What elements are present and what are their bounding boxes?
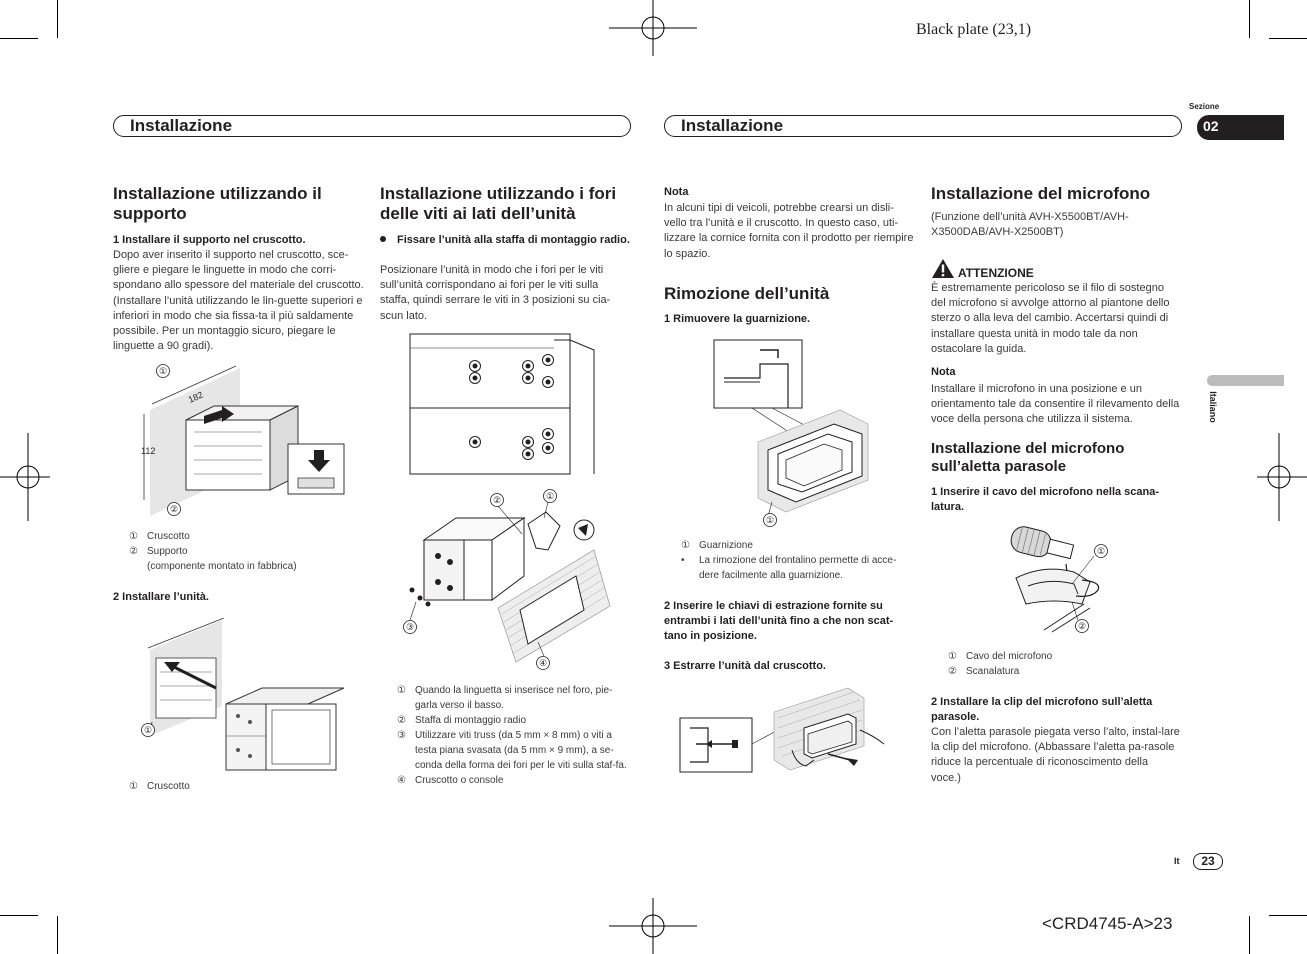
- col4-legend-item: ① Cavo del microfono: [948, 651, 1053, 662]
- col4-step1-title: 1 Inserire il cavo del microfono nella scana-latura.: [931, 486, 1160, 513]
- doc-id: <CRD4745-A>23: [1042, 914, 1173, 933]
- col4-subtitle: (Funzione dell’unità AVH-X5500BT/AVH-X3500DAB/AVH-X2500BT): [931, 211, 1129, 239]
- crop-mark-tr-h: [1269, 38, 1307, 39]
- section-header-left: Installazione: [113, 115, 631, 137]
- col2-legend-item: ④ Cruscotto o console: [397, 775, 504, 786]
- col3-title: Rimozione dell’unità: [664, 284, 830, 303]
- col3-note-title: Nota: [664, 186, 689, 198]
- fig3-callout-2: ②: [492, 495, 502, 505]
- col1-step1-title: 1 Installare il supporto nel cruscotto.: [113, 234, 306, 246]
- fig1-dim-width: 182: [186, 389, 205, 405]
- col4-step2-title: 2 Installare la clip del microfono sull’aletta parasole.: [931, 696, 1153, 723]
- crop-mark-tl-h: [0, 38, 38, 39]
- fig1-legend-item: ① Cruscotto: [129, 531, 190, 542]
- warning-header: [931, 258, 1034, 279]
- col2-bullet-title: Fissare l’unità alla staffa di montaggio radio.: [380, 233, 630, 248]
- fig6-callout-1: ①: [1096, 546, 1106, 556]
- fig6-callout-2: ②: [1077, 621, 1087, 631]
- registration-mark-bottom: [609, 898, 697, 954]
- fig1-legend-item: ② Supporto: [129, 546, 188, 557]
- figure-microphone: [1004, 524, 1116, 634]
- figure-extract-unit: [678, 684, 904, 776]
- col2-legend-item: ③ Utilizzare viti truss (da 5 mm × 8 mm) o viti a testa piana svasata (da 5 mm × 9 mm), a se-conda della forma dei fori per le viti sulla staf-fa.: [397, 730, 627, 771]
- col3-step1-title: 1 Rimuovere la guarnizione.: [664, 313, 811, 325]
- fig2-callout-1: ①: [143, 725, 153, 735]
- figure-support-install: [138, 362, 350, 520]
- language-tab: [1207, 375, 1284, 386]
- col3-legend: [681, 538, 913, 583]
- crop-mark-br-v: [1249, 916, 1250, 954]
- sezione-label: Sezione: [1189, 102, 1220, 111]
- fig1-callout-2: ②: [169, 504, 179, 514]
- fig1-legend-note: (componente montato in fabbrica): [147, 561, 297, 572]
- fig3-callout-1: ①: [545, 491, 555, 501]
- language-label: Italiano: [1208, 391, 1218, 423]
- fig4-callout-1: ①: [765, 515, 775, 525]
- crop-mark-tl-v: [57, 0, 58, 38]
- col4-step2-text: Con l’aletta parasole piegata verso l’alto, instal-lare la clip del microfono. (Abbassare l’aletta pa-rasole riduce la percentuale di riconoscimento della voce.): [931, 726, 1180, 784]
- warning-icon: [931, 258, 955, 279]
- col3-step2-title: 2 Inserire le chiavi di estrazione fornite su entrambi i lati dell’unità fino a che non scat-tano in posizione.: [664, 600, 894, 642]
- col2-legend-item: ② Staffa di montaggio radio: [397, 715, 527, 726]
- fig2-legend: [129, 779, 369, 794]
- col3-note-text: In alcuni tipi di veicoli, potrebbe crearsi un disli-vello tra l’unità e il cruscotto. In questo caso, uti-lizzare la cornice fornita con il prodotto per riempire lo spazio.: [664, 202, 914, 260]
- crop-mark-bl-v: [57, 916, 58, 954]
- fig1-legend: [129, 529, 369, 574]
- figure-unit-install: [138, 618, 348, 776]
- col1-step1-text: Dopo aver inserito il supporto nel cruscotto, sce-gliere e piegare le linguette in modo che corri-spondano allo spessore del materiale del cruscotto. (Installare l’unità utilizzando le lin-guette superiori e inferiori in modo che sia fissa-ta il più saldamente possibile. Per un montaggio sicuro, piegare le linguette a 90 gradi).: [113, 249, 364, 353]
- col4-title: Installazione del microfono: [931, 184, 1151, 203]
- col4-title2: Installazione del microfono sull’aletta parasole: [931, 440, 1125, 475]
- col3-legend-item: • La rimozione del frontalino permette di acce-dere facilmente alla guarnizione.: [681, 555, 897, 581]
- col4-legend: [948, 649, 1180, 679]
- bullet-dot: [380, 236, 386, 242]
- fig1-callout-1: ①: [158, 366, 168, 376]
- col4-note-title: Nota: [931, 366, 956, 378]
- col2-title: Installazione utilizzando i fori delle viti ai lati dell’unità: [380, 184, 617, 223]
- col3-step3-title: 3 Estrarre l’unità dal cruscotto.: [664, 660, 826, 672]
- registration-mark-top: [609, 0, 697, 56]
- col1-title: Installazione utilizzando il supporto: [113, 184, 322, 223]
- crop-mark-tr-v: [1249, 0, 1250, 38]
- page-number: 23: [1193, 853, 1223, 870]
- figure-remove-trim: [712, 338, 876, 534]
- col3-legend-item: ① Guarnizione: [681, 540, 753, 551]
- crop-mark-br-h: [1269, 915, 1307, 916]
- col4-legend-item: ② Scanalatura: [948, 666, 1020, 677]
- fig3-callout-3: ③: [405, 622, 415, 632]
- section-header-right: Installazione: [664, 115, 1182, 137]
- fig3-callout-4: ④: [538, 658, 548, 668]
- registration-mark-right: [1257, 433, 1307, 521]
- col2-bullet-text: Posizionare l’unità in modo che i fori per le viti sull’unità corrispondano ai fori per le viti sulla staffa, quindi serrare le viti in 3 posizioni su cia-scun lato.: [380, 264, 611, 322]
- figure-bracket-exploded: [398, 486, 612, 672]
- col2-legend: [397, 683, 631, 788]
- col2-legend-item: ① Quando la linguetta si inserisce nel foro, pie-garla verso il basso.: [397, 685, 613, 711]
- fig2-legend-item: ① Cruscotto: [129, 781, 190, 792]
- col4-note-text: Installare il microfono in una posizione e un orientamento tale da consentire il rilevamento della voce della persona che utilizza il sistema.: [931, 383, 1180, 426]
- warning-text: È estremamente pericoloso se il filo di sostegno del microfono si avvolge attorno al piantone dello sterzo o alla leva del cambio. Accertarsi quindi di installare questa unità in modo tale da non ostacolare la guida.: [931, 282, 1170, 355]
- footer-lang-code: It: [1174, 856, 1180, 866]
- crop-mark-bl-h: [0, 915, 38, 916]
- col1-step2-title: 2 Installare l’unità.: [113, 591, 209, 603]
- fig1-dim-height: 112: [141, 446, 156, 456]
- plate-label: Black plate (23,1): [916, 21, 1032, 38]
- registration-mark-left: [0, 433, 50, 521]
- sezione-number: 02: [1203, 118, 1219, 134]
- figure-side-screws-panel: [406, 332, 602, 476]
- warning-title: ATTENZIONE: [958, 266, 1034, 280]
